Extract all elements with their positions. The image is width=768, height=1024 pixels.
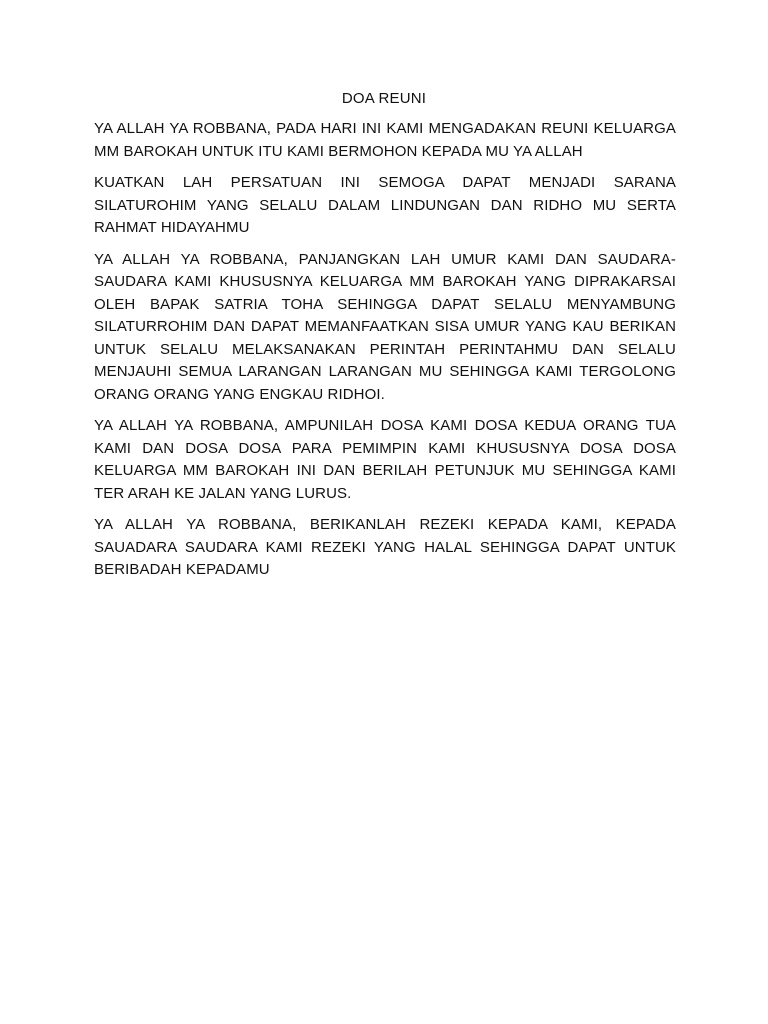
paragraph-2: KUATKAN LAH PERSATUAN INI SEMOGA DAPAT MENJADI SARANA SILATUROHIM YANG SELALU DALAM LINDUNGAN DAN RIDHO MU SERTA RAHMAT HIDAYAHMU <box>94 174 676 236</box>
paragraph-3: YA ALLAH YA ROBBANA, PANJANGKAN LAH UMUR KAMI DAN SAUDARA-SAUDARA KAMI KHUSUSNYA KELUARGA MM BAROKAH YANG DIPRAKARSAI OLEH BAPAK SATRIA TOHA SEHINGGA DAPAT SELALU MENYAMBUNG SILATURROHIM DAN DAPAT MEMANFAATKAN SISA UMUR YANG KAU BERIKAN UNTUK SELALU MELAKSANAKAN PERINTAH PERINTAHMU DAN SELALU MENJAUHI SEMUA LARANGAN LARANGAN MU SEHINGGA KAMI TERGOLONG ORANG ORANG YANG ENGKAU RIDHOI. <box>94 250 676 403</box>
document-title: DOA REUNI <box>341 90 427 107</box>
paragraph-5: YA ALLAH YA ROBBANA, BERIKANLAH REZEKI KEPADA KAMI, KEPADA SAUADARA SAUDARA KAMI REZEKI YANG HALAL SEHINGGA DAPAT UNTUK BERIBADAH KEPADAMU <box>94 516 676 578</box>
paragraph-1: YA ALLAH YA ROBBANA, PADA HARI INI KAMI MENGADAKAN REUNI KELUARGA MM BAROKAH UNTUK ITU KAMI BERMOHON KEPADA MU YA ALLAH <box>94 120 676 160</box>
document-body <box>94 118 676 591</box>
paragraph-4: YA ALLAH YA ROBBANA, AMPUNILAH DOSA KAMI DOSA KEDUA ORANG TUA KAMI DAN DOSA DOSA PARA PEMIMPIN KAMI KHUSUSNYA DOSA DOSA KELUARGA MM BAROKAH INI DAN BERILAH PETUNJUK MU SEHINGGA KAMI TER ARAH KE JALAN YANG LURUS. <box>94 417 676 502</box>
